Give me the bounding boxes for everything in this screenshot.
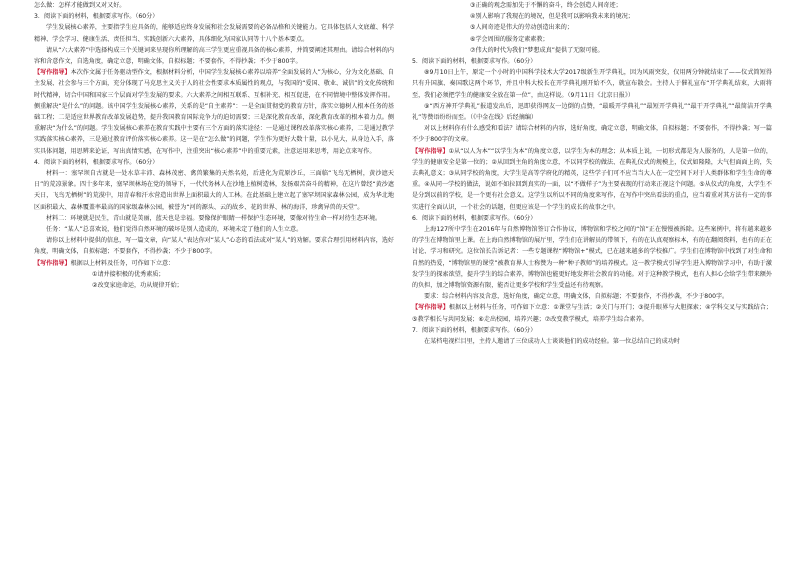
- guide-text: ①从“以人为本”“以学生为本”的角度立意，以学生为本的理念；从本质上说，一切形式都是为人服务的，人是第一位的，学生的健康安全是第一位的；②从回到主角的角度立意，不以同学校的做法、在典礼仪式的规模上，仪式如隆隆，大气但面面上的，失去典礼意义；③从同学校的角度，大学生是高等学府化的精英，这些学子们可不应当当大人在一定空间下对于人类群体和学生生命的尊重。④从同一学校的做法，说如不如拉回到真实的一面，以“不做样子”为主要表现的行动来正视这个问题。⑤从仪式的角度，大学生不是分到以前的学校，是一个更有社会意义。这学生以所以不同的角度来写作，在写作中突出看法的重点，应当着重对其方法有一定的事实进行全面认识，一个社会的话题，但更应该是一个学生的成长的故事之中。: [412, 147, 773, 211]
- guide-tag: 【写作指导】: [412, 147, 449, 155]
- list-item: ⑤人间奇迹是伟大的劳动创造出来的；: [470, 24, 573, 32]
- question-heading: 4．阅读下面的材料，根据要求写作。（60分）: [34, 158, 159, 166]
- paragraph: ⑨“西方神开学典礼”报道发出后，迅即获得网友一边倒的点赞，“最暖开学典礼”“最短开学典礼”“最干开学典礼”“最简洁开学典礼”等赞语纷纷而至。（《中金在线》后经摘编）: [412, 102, 772, 122]
- question-heading: 6．阅读下面的材料，根据要求写作。（60分）: [412, 214, 537, 222]
- writing-guide: [34, 67, 394, 157]
- paragraph: 任务：“某人”总喜欢说，他们觉得自然环境的破坏是别人造成的，环境未定了他们的人生立意。: [46, 226, 303, 234]
- list-item: ①请并接积极的优秀素质；: [92, 270, 165, 278]
- question-heading: 3．阅读下面的材料，根据要求写作。（60分）: [34, 13, 159, 21]
- paragraph: 对以上材料你有什么感受和看法？请综合材料的内容，选好角度，确定立意，明确文体，自拟标题；不要套作，不得抄袭；写一篇不少于800字的文章。: [412, 125, 772, 144]
- question-heading: 7．阅读下面的材料，根据要求写作。（60分）: [412, 326, 537, 334]
- question-heading: 5．阅读下面的材料，根据要求写作。（60分）: [412, 58, 537, 66]
- paragraph: ⑧9月10日上午，原定一个小时的中国科学技术大学2017级新生开学典礼，因为风雨突发，仅用两分钟就结束了——仪式简短得只有升国旗、奏国歌这两个环节，并且中科大校长在开学典礼刚开始不久，就宣布散会。主持人于催礼宣布“开学典礼结束，大雨将至，我们必须把学生的健康安全放在第一位”，由这样说。（9月11日《北京日报》）: [412, 69, 772, 99]
- writing-guide: [412, 146, 772, 213]
- paragraph: 请你以上材料中提供的信息，写一篇文章，向“某人”表达你对“某人”心态的看法或对“某人”的劝解。要求合理引用材料内容，选好角度，明确文体，自拟标题；不要套作，不得抄袭；不少于800字。: [34, 237, 395, 256]
- guide-tag: 【写作指导】: [34, 69, 71, 77]
- guide-text: 根据以上材料与任务，可作如下立意：①课堂与生活；②关门与开门；③提升眼界与大胆探索；④学科交叉与实践结合；⑤教学相长与共同发展；⑥走出校园，培养兴趣；⑦改变教学模式，培养学生综合素养。: [412, 304, 772, 323]
- paragraph: 请从“六大素养”中选择构成三个关键词来呈现你所理解的高三学生更应重视具备的核心素养，并简要阐述其理由。请综合材料的内容和含意作文，自选角度，确定立意，明确文体，自拟标题；不要套作，不得抄袭；不少于800字。: [34, 46, 394, 66]
- list-item: ④别人影响了我现在的境况，但是我可以影响我未来的境况；: [470, 13, 634, 21]
- paragraph: 学生发展核心素养，主要指学生应具备的，能够适应终身发展和社会发展需要的必备品格和关键能力。它具体包括人文底蕴、科学精神、学会学习、健康生活、责任担当、实践创新六大素养，具体细化为国家认同等十八个基本要点。: [34, 24, 394, 43]
- paragraph: 材料一：塞罕坝自古就是一处水草丰沛、森林茂密、禽兽繁集的天然名苑，后进化为荒原沙丘，三面临“飞鸟无栖树，黄沙遮天日”的荒凉景象。四十多年来，塞罕坝林场在党的领导下，一代代务林人在沙地上植树造林，发扬艰苦奋斗的精神，在这片曾经“黄沙遮天日，飞鸟无栖树”的荒漠中，用青春和汗水营造出世界上面积最大的人工林。在此基础上建立起了塞罕坝国家森林公园，成为华北地区面积最大、森林覆盖率最高的国家级森林公园，被誉为“河的源头、云的故乡、花的世界、林的海洋，珍禽异兽的天堂”。: [34, 170, 394, 211]
- right-column: [412, 0, 772, 347]
- left-column: [34, 0, 394, 291]
- paragraph: 在某档电视栏目里，主持人邀请了三位成功人士谈谈他们的成功经验。第一位总结自己的成功时: [424, 338, 680, 346]
- paragraph: 材料二：环境就是民生，青山就是美丽，蓝天也是幸福。要像保护眼睛一样保护生态环境，要像对待生命一样对待生态环境。: [46, 214, 382, 222]
- guide-text: 本次作文属于任务驱动型作文，根据材料分析，中国学生发展核心素养以培养“全面发展的人”为核心，分为文化基础、自主发展、社会参与三个方面，充分体现了马克思主义关于人的社会性要求本质属性的观点，与我国的“爱国、敬业、诚信”的文化传统和时代精神，切合中国和国家三个层面对学生发展的要求。六大素养之间相互联系、互相补充、相互促进，在不同情境中整体发挥作用。侧重解决“是什么”的问题。该中国学生发展核心素养，关系的是“自主素养”：一是全面贯彻党的教育方针，落实立德树人根本任务的基础工程；二是适应世界教育改革发展趋势，提升我国教育国际竞争力的迫切需要；三是深化教育改革，深化教育改革的根本着力点。侧重解决“为什么”的问题。学生发展核心素养在教育实践中主要有三个方面的落实途径：一是通过课程改革落实核心素养，二是通过教学实践落实核心素养，三是通过教育评价落实核心素养。这一是在“怎么做”的问题，学生作为更好大数十量，以小见大，从身边入手，落实具体问题，用思辨来论证，写出真情实感，在写作中，注重突出“核心素养”中的重要元素，注意运用来思考，用论点来写作。: [34, 69, 394, 155]
- paragraph: 上海127所中学生在2016年与自然博物馆签订合作协议，博物馆和学校之间的“馆”正在慢慢被拆除。这些案例中，将有越来越多的学生在博物馆里上课。在上海自然博物馆的展厅里，学生们在讲解员的带领下，有的在认真观察标本，有的在翻阅资料，也有的正在讨论、学习和研究。这位馆长告诉记者：一些专题课程“博物馆+”模式，已在越来越多的学校推广。学生们在博物馆中找到了对生命和自然的热爱，“博物馆里的课堂”被教育界人士称赞为一种“种子教师”的培养模式。这一教学模式引导学生进入博物馆学习中，有助于激发学生的探索欲望，提升学生的综合素养，博物馆也能更好地发挥社会教育的功能。对于这种教学模式，也有人担心会给学生带来额外的负担，加之博物馆资源有限，能否让更多学校和学生受益还有待观察。: [412, 226, 772, 290]
- list-item: ③正确的观念需加先于不懈的奋斗，终会创造人间奇迹；: [470, 2, 622, 9]
- guide-tag: 【写作指导】: [412, 304, 449, 312]
- guide-tag: 【写作指导】: [34, 259, 71, 267]
- writing-guide: [34, 258, 394, 269]
- list-item: ⑦伟大的时代为我们“梦想成真”提供了无限可能。: [470, 46, 604, 54]
- text-line: 怎么做：怎样才能做到又对又好。: [34, 2, 126, 9]
- writing-guide: [412, 302, 772, 324]
- guide-text: 根据以上材料及任务，可作如下立意：: [70, 259, 175, 267]
- list-item: ②改变家庭命运，功从规律开始；: [92, 282, 183, 290]
- paragraph: 要求：综合材料内容及含意，选好角度，确定立意，明确文体，自拟标题；不要套作，不得抄袭，不少于800字。: [424, 293, 729, 301]
- list-item: ⑥学会周围的服务定素素教；: [470, 35, 549, 43]
